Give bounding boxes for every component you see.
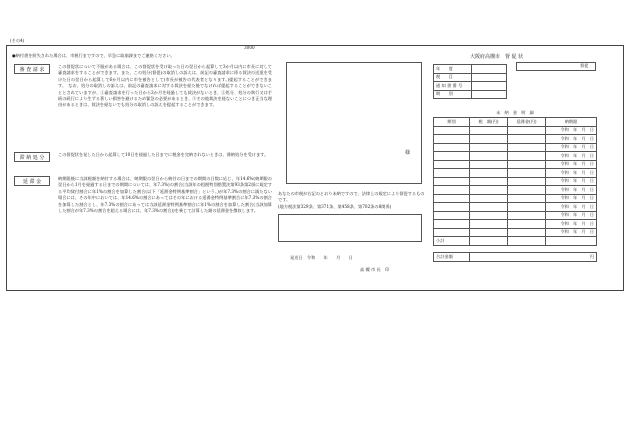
info-row-label: 通 知 書 番 号 xyxy=(434,82,472,91)
table-row xyxy=(434,186,597,195)
table-row xyxy=(434,203,597,212)
table-row xyxy=(434,169,597,178)
table-row xyxy=(434,177,597,186)
form-ref: (その4) xyxy=(10,38,25,43)
section-text-delinquency: この督促状を発した日から起算して10日を経過した日までに税金を完納されないときは、滞納処分を受けます。 xyxy=(58,152,269,157)
issuer-name: 高 槻 市 長 印 xyxy=(360,267,390,272)
col-header-period: 期別 xyxy=(434,118,470,127)
middle-remarks-box xyxy=(278,214,422,242)
info-row-value xyxy=(472,90,507,99)
due-date-cell: 令和 年 月 日 xyxy=(546,160,597,169)
col-header-late-fee: 延滞金(円) xyxy=(508,118,546,127)
due-date-cell: 令和 年 月 日 xyxy=(546,203,597,212)
due-date-cell: 令和 年 月 日 xyxy=(546,152,597,161)
balance-table-title: 未 納 金 明 細 xyxy=(496,110,534,115)
table-row xyxy=(434,126,597,135)
table-row xyxy=(434,152,597,161)
address-window xyxy=(286,62,422,184)
balance-table xyxy=(433,117,597,246)
subtotal-row xyxy=(434,237,597,246)
due-date-cell: 令和 年 月 日 xyxy=(546,228,597,237)
info-row-label: 税 目 xyxy=(434,73,472,82)
subtotal-label: 小計 xyxy=(434,237,470,246)
due-date-cell: 令和 年 月 日 xyxy=(546,186,597,195)
due-date-cell: 令和 年 月 日 xyxy=(546,211,597,220)
table-row xyxy=(434,220,597,229)
due-date-cell: 令和 年 月 日 xyxy=(546,126,597,135)
section-label-appeal: 審 査 請 求 xyxy=(14,64,50,74)
table-row xyxy=(434,228,597,237)
info-row-value xyxy=(472,82,507,91)
info-row-label: 年 度 xyxy=(434,65,472,74)
form-code: 3000 xyxy=(244,45,255,50)
due-date-cell: 令和 年 月 日 xyxy=(546,169,597,178)
col-header-due-date: 納期限 xyxy=(546,118,597,127)
due-date-cell: 令和 年 月 日 xyxy=(546,177,597,186)
info-table xyxy=(433,64,507,99)
section-text-late-fee: 納期限後に当該税額を納付する場合は、納期限の翌日から納付の日までの期間の日数に応じ、年14.6%(納期限の翌日から1月を経過する日までの期間については、年7.3%)の割合(当該年の租税特別措置法第93条第2項に規定する平均貸付割合に年1%の割合を加算した割合(以下「延滞金特例基準割合」という。)が年7.3%の割合に満たない場合には、その年中においては、年14.6%の割合にあってはその年における延滞金特例基準割合に年7.3%の割合を加算した割合とし、年7.3%の割合にあっては当該延滞金特例基準割合に年1%の割合を加算した割合(当該加算した割合が年7.3%の割合を超える場合には、年7.3%の割合))を乗じて計算した額の延滞金を徴収します。 xyxy=(58,176,272,214)
seal-mark: 様 xyxy=(405,150,411,156)
info-row-label: 期 別 xyxy=(434,90,472,99)
section-label-late-fee: 延 滞 金 xyxy=(14,176,50,186)
due-date-cell: 令和 年 月 日 xyxy=(546,194,597,203)
due-date-cell: 令和 年 月 日 xyxy=(546,135,597,144)
right-title: 大阪府高槻市 督 促 状 xyxy=(470,54,524,60)
notice-text: ●納付書を紛失された場合は、市税行まですので、早急に取崩課までご連絡ください。 xyxy=(12,53,175,58)
section-text-appeal: この督促状について不服がある場合は、この督促状を受け取った日の翌日から起算して3か月以内に市長に対して審査請求をすることができます。また、この処分(督促)の取消しの訴えは、前記の審査請求に係る裁決の送達を受けた日の翌日から起算して6か月以内に市を被告として(市長が被告の代表者となります。)提起することができます。 なお、処分の取消しの訴えは、前記の審査請求に対する裁決を経た後でなければ提起することができないこととされていますが、①審査請求を行った日から3か月を経過しても裁決がないとき、②処分、処分の執行又は手続の続行により生ずる著しい損害を避けるため緊急の必要があるとき、③その他裁決を経ないことにつき正当な理由があるときは、裁決を経ないでも処分の取消しの訴えを提起することができます。 xyxy=(58,64,272,108)
middle-note: あなたの市税が右記のとおり未納ですので、法律上の規定により督促するものです。 xyxy=(278,191,425,203)
table-row xyxy=(434,135,597,144)
issue-date: 発送日 令和 年 月 日 xyxy=(290,255,353,260)
info-row-value xyxy=(472,65,507,74)
total-label: 合計金額 xyxy=(434,253,470,262)
col-header-tax: 税 額(円) xyxy=(470,118,508,127)
table-row xyxy=(434,160,597,169)
table-row xyxy=(434,194,597,203)
law-reference: (地方税法第329条、第371条、第458条、第702条の8関係) xyxy=(278,204,392,209)
info-row-value xyxy=(472,73,507,82)
table-row xyxy=(434,143,597,152)
section-label-delinquency: 滞 納 処 分 xyxy=(14,152,50,162)
total-table xyxy=(433,252,597,262)
due-date-cell: 令和 年 月 日 xyxy=(546,220,597,229)
due-date-cell: 令和 年 月 日 xyxy=(546,143,597,152)
stamp-label: 督促 xyxy=(580,63,589,68)
total-unit: 円 xyxy=(470,253,597,262)
table-row xyxy=(434,211,597,220)
